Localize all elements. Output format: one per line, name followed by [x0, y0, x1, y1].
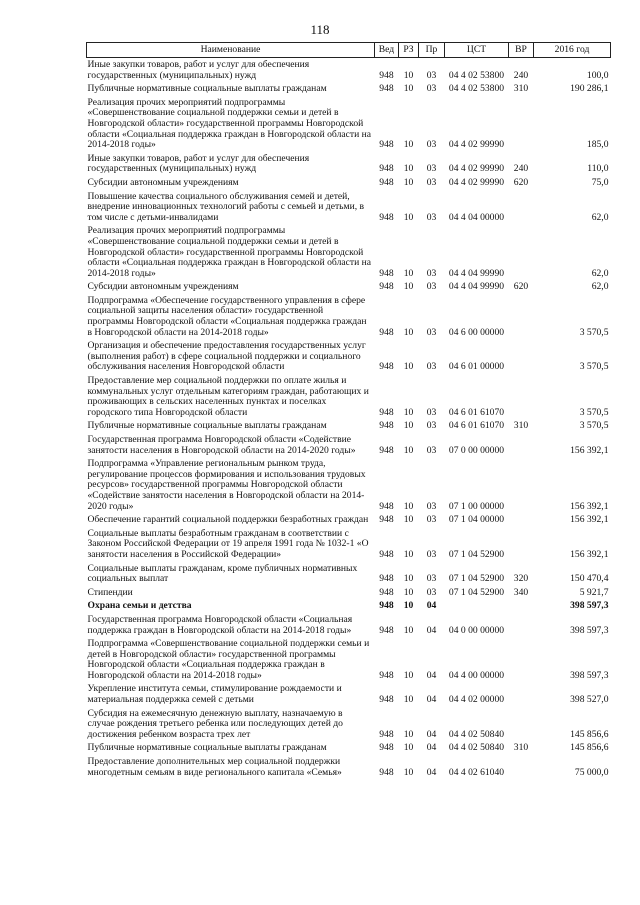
cell-ved: 948 [379, 694, 394, 706]
cell-cst: 04 6 01 61070 [448, 420, 505, 432]
cell-name: Реализация прочих мероприятий подпрограммы «Совершенствование социальной поддержки семьи и детей в Новгородской области» государственной программы Новгородской области «Социальная поддержка граждан в Новгородской области на 2014-2018 годы» [87, 225, 371, 279]
cell-vr [509, 755, 534, 779]
cell-ved: 948 [379, 406, 394, 418]
table-row [87, 457, 611, 513]
cell-cst: 07 0 00 00000 [448, 444, 505, 456]
cell-name: Иные закупки товаров, работ и услуг для обеспечения государственных (муниципальных) нужд [87, 59, 310, 81]
table-row [87, 176, 611, 190]
cell-name: Публичные нормативные социальные выплаты гражданам [87, 83, 327, 95]
cell-amount: 62,0 [591, 267, 609, 279]
cell-amount: 100,0 [586, 69, 609, 81]
cell-cst: 04 4 02 50840 [448, 728, 505, 740]
cell-name: Субсидия на ежемесячную денежную выплату, назначаемую в случае рождения третьего ребенка или последующих детей до достижения ребенком возраста трех лет [87, 707, 343, 740]
cell-pr: 03 [426, 326, 437, 338]
cell-pr: 03 [426, 420, 437, 432]
cell-amount: 398 527,0 [570, 694, 609, 706]
cell-rz: 10 [403, 361, 414, 373]
cell-pr: 03 [426, 500, 437, 512]
table-row [87, 96, 611, 152]
cell-ved: 948 [379, 586, 394, 598]
cell-rz: 10 [403, 406, 414, 418]
cell-name: Иные закупки товаров, работ и услуг для обеспечения государственных (муниципальных) нужд [87, 152, 310, 175]
cell-pr: 03 [426, 586, 437, 598]
cell-pr: 03 [426, 548, 437, 560]
cell-rz: 10 [403, 586, 414, 598]
cell-amount: 398 597,3 [570, 600, 609, 612]
cell-rz: 10 [403, 69, 414, 81]
cell-pr: 03 [426, 83, 437, 95]
table-row [87, 58, 611, 83]
cell-amount: 110,0 [587, 163, 609, 175]
cell-rz: 10 [403, 728, 414, 740]
header-cst: ЦСТ [445, 43, 509, 58]
cell-rz: 10 [403, 83, 414, 95]
table-row [87, 152, 611, 176]
cell-pr: 03 [426, 139, 437, 151]
header-vr: ВР [509, 43, 534, 58]
cell-ved: 948 [379, 139, 394, 151]
cell-amount: 3 570,5 [579, 406, 609, 418]
cell-amount: 398 597,3 [570, 669, 609, 681]
cell-vr [509, 294, 534, 339]
cell-name: Обеспечение гарантий социальной поддержки безработных граждан [87, 514, 369, 526]
cell-vr: 310 [513, 420, 529, 432]
cell-vr [509, 96, 534, 152]
cell-amount: 185,0 [586, 139, 609, 151]
cell-rz: 10 [403, 420, 414, 432]
cell-ved: 948 [379, 420, 394, 432]
cell-pr: 04 [426, 728, 437, 740]
table-row [87, 280, 611, 294]
cell-rz: 10 [403, 624, 414, 636]
cell-amount: 156 392,1 [570, 500, 609, 512]
table-row [87, 613, 611, 637]
cell-vr [509, 682, 534, 706]
cell-name: Укрепление института семьи, стимулирование рождаемости и материальная поддержка семей с детьми [87, 683, 342, 706]
cell-name: Государственная программа Новгородской области «Социальная поддержка граждан в Новгородской области на 2014-2018 годы» [87, 613, 353, 636]
cell-cst: 04 4 04 00000 [448, 211, 505, 223]
cell-amount: 145 856,6 [570, 742, 609, 754]
cell-rz: 10 [403, 139, 414, 151]
cell-pr: 04 [426, 694, 437, 706]
cell-vr [509, 374, 534, 419]
cell-rz: 10 [403, 444, 414, 456]
cell-rz: 10 [403, 500, 414, 512]
cell-amount: 5 921,7 [579, 586, 609, 598]
cell-cst: 04 6 00 00000 [448, 326, 505, 338]
header-pr: Пр [419, 43, 445, 58]
table-row [87, 682, 611, 706]
cell-name: Субсидии автономным учреждениям [87, 281, 239, 293]
cell-name: Подпрограмма «Управление региональным рынком труда, регулирование процессов формирования и использования трудовых ресурсов» государственной программы Новгородской области «Содействие занятости населения в Новгородской области на 2014-2020 годы» [87, 458, 366, 512]
cell-rz: 10 [403, 514, 414, 526]
cell-name: Охрана семьи и детства [87, 600, 192, 612]
table-header-row [87, 43, 611, 58]
cell-ved: 948 [379, 69, 394, 81]
cell-name: Подпрограмма «Совершенствование социальной поддержки семьи и детей в Новгородской области» государственной программы Новгородской области «Социальная поддержка граждан в Новгородской области на 2014-2018 годы» [87, 638, 370, 681]
cell-cst: 04 4 02 61040 [448, 766, 505, 778]
cell-amount: 156 392,1 [570, 514, 609, 526]
cell-cst: 07 1 04 52900 [448, 548, 505, 560]
cell-ved: 948 [379, 281, 394, 293]
cell-ved: 948 [379, 83, 394, 95]
cell-ved: 948 [379, 600, 394, 612]
cell-amount: 75 000,0 [574, 766, 609, 778]
table-row [87, 562, 611, 586]
cell-rz: 10 [403, 281, 414, 293]
cell-vr: 620 [513, 176, 529, 188]
cell-vr: 320 [513, 573, 529, 585]
cell-ved: 948 [379, 573, 394, 585]
cell-vr [509, 457, 534, 513]
cell-ved: 948 [379, 669, 394, 681]
cell-ved: 948 [379, 267, 394, 279]
cell-ved: 948 [379, 624, 394, 636]
cell-name: Повышение качества социального обслуживания семей и детей, внедрение инновационных технологий работы с семьей и детьми, в том числе с детьми-инвалидами [87, 190, 365, 223]
cell-rz: 10 [403, 211, 414, 223]
table-row [87, 433, 611, 457]
table-row [87, 374, 611, 419]
cell-amount: 190 286,1 [570, 83, 609, 95]
cell-name: Публичные нормативные социальные выплаты гражданам [87, 420, 327, 432]
cell-pr: 03 [426, 514, 437, 526]
cell-ved: 948 [379, 444, 394, 456]
cell-vr [509, 190, 534, 225]
cell-amount: 156 392,1 [570, 444, 609, 456]
cell-vr [509, 637, 534, 682]
cell-vr [509, 527, 534, 562]
cell-ved: 948 [379, 211, 394, 223]
cell-vr: 310 [513, 742, 529, 754]
cell-amount: 3 570,5 [579, 420, 609, 432]
cell-ved: 948 [379, 514, 394, 526]
table-row [87, 294, 611, 339]
cell-amount: 3 570,5 [579, 361, 609, 373]
cell-amount: 3 570,5 [579, 326, 609, 338]
cell-pr: 04 [426, 624, 437, 636]
cell-name: Стипендии [87, 586, 133, 598]
cell-ved: 948 [379, 548, 394, 560]
cell-amount: 150 470,4 [570, 573, 609, 585]
table-row [87, 741, 611, 755]
cell-amount: 62,0 [591, 281, 609, 293]
table-row [87, 755, 611, 779]
cell-cst: 04 6 01 00000 [448, 361, 505, 373]
table-row [87, 339, 611, 374]
cell-vr: 340 [513, 586, 529, 598]
cell-ved: 948 [379, 326, 394, 338]
cell-name: Организация и обеспечение предоставления государственных услуг (выполнения работ) в сфере социальной поддержки и социального обслуживания населения Новгородской области [87, 340, 366, 373]
header-name: Наименование [87, 43, 375, 58]
cell-rz: 10 [403, 326, 414, 338]
cell-cst: 04 4 02 00000 [448, 694, 505, 706]
cell-amount: 62,0 [591, 211, 609, 223]
table-row [87, 707, 611, 742]
cell-pr: 04 [426, 766, 437, 778]
cell-vr: 240 [513, 163, 529, 175]
cell-pr: 03 [426, 69, 437, 81]
cell-vr [509, 224, 534, 280]
cell-vr [509, 339, 534, 374]
cell-name: Публичные нормативные социальные выплаты гражданам [87, 742, 327, 754]
cell-pr: 03 [426, 406, 437, 418]
cell-name: Реализация прочих мероприятий подпрограммы «Совершенствование социальной поддержки семьи и детей в Новгородской области» государственной программы Новгородской области «Социальная поддержка граждан в Новгородской области на 2014-2018 годы» [87, 96, 371, 151]
cell-cst: 04 4 02 99990 [448, 139, 505, 151]
cell-rz: 10 [403, 163, 414, 175]
cell-cst: 04 4 04 99990 [448, 281, 505, 293]
cell-pr: 04 [426, 600, 437, 612]
cell-vr [509, 433, 534, 457]
table-row [87, 190, 611, 225]
cell-vr [509, 707, 534, 742]
cell-ved: 948 [379, 163, 394, 175]
cell-rz: 10 [403, 573, 414, 585]
cell-name: Государственная программа Новгородской области «Содействие занятости населения в Новгородской области на 2014-2020 годы» [87, 434, 356, 456]
cell-name: Социальные выплаты безработным гражданам в соответствии с Законом Российской Федерации от 19 апреля 1991 года № 1032-1 «О занятости населения в Российской Федерации» [87, 527, 369, 560]
cell-name: Предоставление мер социальной поддержки по оплате жилья и коммунальных услуг отдельным категориям граждан, работающих и проживающих в сельских населенных пунктах и поселках городского типа Новгородской области [87, 375, 369, 418]
table-row [87, 586, 611, 600]
cell-amount: 156 392,1 [570, 548, 609, 560]
cell-rz: 10 [403, 742, 414, 754]
cell-rz: 10 [403, 176, 414, 188]
cell-ved: 948 [379, 500, 394, 512]
cell-rz: 10 [403, 600, 414, 612]
header-rz: РЗ [399, 43, 419, 58]
table-row [87, 513, 611, 527]
cell-ved: 948 [379, 766, 394, 778]
header-ved: Вед [375, 43, 399, 58]
table-row [87, 82, 611, 96]
cell-vr [509, 613, 534, 637]
cell-ved: 948 [379, 361, 394, 373]
table-row [87, 599, 611, 613]
cell-cst: 04 4 02 99990 [448, 163, 505, 175]
cell-cst: 07 1 04 00000 [448, 514, 505, 526]
cell-cst: 04 4 00 00000 [448, 669, 505, 681]
cell-vr: 240 [513, 69, 529, 81]
cell-name: Предоставление дополнительных мер социальной поддержки многодетным семьям в виде регионального капитала «Семья» [87, 756, 342, 778]
cell-cst: 04 4 04 99990 [448, 267, 505, 279]
cell-rz: 10 [403, 548, 414, 560]
budget-table [86, 42, 611, 779]
cell-pr: 03 [426, 573, 437, 585]
cell-amount: 75,0 [591, 176, 609, 188]
cell-pr: 03 [426, 211, 437, 223]
cell-cst: 04 6 01 61070 [448, 406, 505, 418]
cell-vr [509, 513, 534, 527]
cell-pr: 03 [426, 267, 437, 279]
cell-pr: 03 [426, 176, 437, 188]
cell-amount: 145 856,6 [570, 728, 609, 740]
cell-vr: 310 [513, 83, 529, 95]
cell-ved: 948 [379, 728, 394, 740]
table-row [87, 224, 611, 280]
cell-name: Субсидии автономным учреждениям [87, 176, 239, 188]
cell-cst: 04 4 02 53800 [448, 83, 505, 95]
cell-vr: 620 [513, 281, 529, 293]
table-row [87, 637, 611, 682]
cell-ved: 948 [379, 176, 394, 188]
cell-amount: 398 597,3 [570, 624, 609, 636]
cell-cst: 07 1 04 52900 [448, 586, 505, 598]
table-row [87, 527, 611, 562]
cell-cst: 04 0 00 00000 [448, 624, 505, 636]
cell-rz: 10 [403, 694, 414, 706]
table-body [87, 58, 611, 780]
page-number: 118 [310, 22, 330, 37]
cell-cst [445, 599, 509, 613]
cell-pr: 03 [426, 281, 437, 293]
cell-cst: 07 1 04 52900 [448, 573, 505, 585]
cell-pr: 03 [426, 163, 437, 175]
cell-cst: 04 4 02 50840 [448, 742, 505, 754]
cell-vr [509, 599, 534, 613]
cell-pr: 03 [426, 361, 437, 373]
cell-pr: 04 [426, 742, 437, 754]
cell-cst: 07 1 00 00000 [448, 500, 505, 512]
cell-rz: 10 [403, 766, 414, 778]
cell-pr: 04 [426, 669, 437, 681]
cell-cst: 04 4 02 53800 [448, 69, 505, 81]
cell-name: Социальные выплаты гражданам, кроме публичных нормативных социальных выплат [87, 562, 358, 585]
cell-rz: 10 [403, 669, 414, 681]
header-year: 2016 год [534, 43, 611, 58]
table-row [87, 419, 611, 433]
cell-cst: 04 4 02 99990 [448, 176, 505, 188]
cell-name: Подпрограмма «Обеспечение государственного управления в сфере социальной защиты населения области» государственной программы Новгородской области «Социальная поддержка граждан в Новгородской области на 2014-2018 годы» [87, 294, 367, 338]
cell-ved: 948 [379, 742, 394, 754]
cell-pr: 03 [426, 444, 437, 456]
cell-rz: 10 [403, 267, 414, 279]
